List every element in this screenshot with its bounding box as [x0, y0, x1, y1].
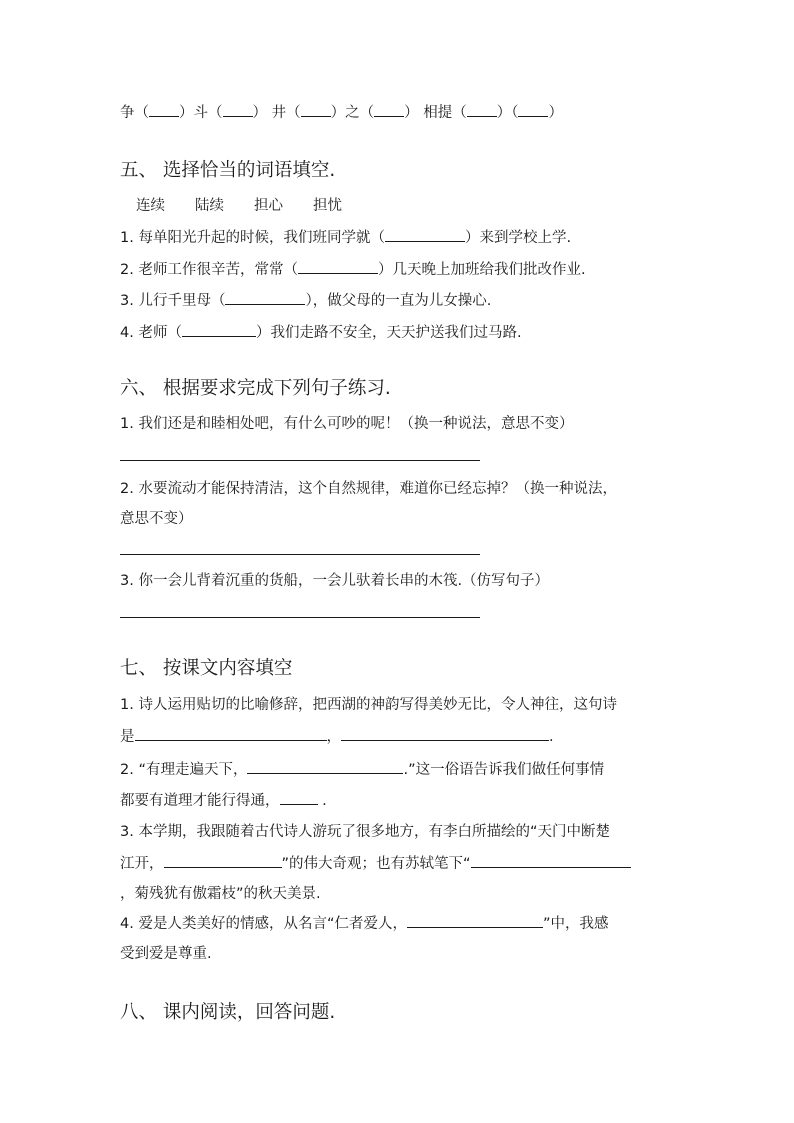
s6-question-3: 3. 你一会儿背着沉重的货船，一会儿驮着长串的木筏.（仿写句子）: [120, 573, 550, 589]
s7-question-3-line-1: 3. 本学期，我跟随着古代诗人游玩了很多地方，有李白所描绘的“天门中断楚: [120, 824, 610, 840]
answer-blank[interactable]: [301, 102, 331, 117]
word-option: 连续: [136, 198, 165, 214]
answer-blank[interactable]: [385, 227, 465, 242]
answer-blank[interactable]: [374, 102, 404, 117]
idiom-text: ）（: [496, 105, 519, 121]
s5-question-1: 1. 每单阳光升起的时候，我们班同学就（ ）来到学校上学.: [120, 227, 680, 248]
s7-question-3-line-3: ，菊残犹有傲霜枝”的秋天美景.: [120, 886, 321, 902]
s5-question-4: 4. 老师（ ）我们走路不安全，天天护送我们过马路.: [120, 322, 680, 343]
answer-blank[interactable]: [467, 102, 497, 117]
s7-question-2-line-2: 都要有道理才能行得通， .: [120, 790, 680, 811]
s6-question-2-line-2: 意思不变）: [120, 511, 193, 527]
answer-blank[interactable]: [223, 102, 253, 117]
answer-blank[interactable]: [518, 102, 548, 117]
s7-question-1-line-1: 1. 诗人运用贴切的比喻修辞，把西湖的神韵写得美妙无比，令人神往，这句诗: [120, 697, 617, 713]
answer-blank[interactable]: [471, 853, 631, 868]
answer-blank[interactable]: [164, 853, 282, 868]
s6-question-2-line-1: 2. 水要流动才能保持清洁，这个自然规律，难道你已经忘掉？（换一种说法，: [120, 481, 617, 497]
section-8-title: 八、 课内阅读，回答问题.: [120, 1002, 336, 1023]
idiom-text: 争（: [120, 105, 149, 121]
answer-blank[interactable]: [225, 290, 305, 305]
answer-line[interactable]: [120, 554, 480, 555]
answer-blank[interactable]: [149, 102, 179, 117]
s5-question-3: 3. 儿行千里母（ ），做父母的一直为儿女操心.: [120, 290, 680, 311]
s5-question-2: 2. 老师工作很辛苦，常常（ ）几天晚上加班给我们批改作业.: [120, 259, 680, 280]
s6-question-1: 1. 我们还是和睦相处吧，有什么可吵的呢！（换一种说法，意思不变）: [120, 416, 574, 432]
section-7-title: 七、 按课文内容填空: [120, 658, 293, 679]
idiom-text: ） 井（: [252, 105, 301, 121]
answer-blank[interactable]: [182, 322, 256, 337]
idiom-fill-row: [120, 102, 680, 123]
s7-question-2-line-1: 2. “有理走遍天下， .”这一俗语告诉我们做任何事情: [120, 759, 680, 780]
word-option: 担忧: [313, 198, 342, 214]
answer-blank[interactable]: [298, 259, 378, 274]
answer-blank[interactable]: [407, 913, 543, 928]
idiom-text: ） 相提（: [404, 105, 467, 121]
word-option: 陆续: [195, 198, 224, 214]
idiom-text: ）之（: [330, 105, 375, 121]
idiom-text: ）斗（: [179, 105, 223, 121]
answer-blank[interactable]: [341, 726, 549, 741]
answer-blank[interactable]: [280, 790, 318, 805]
s7-question-3-line-2: 江开， ”的伟大奇观；也有苏轼笔下“: [120, 853, 680, 874]
answer-blank[interactable]: [247, 759, 403, 774]
answer-blank[interactable]: [135, 726, 327, 741]
section-6-title: 六、 根据要求完成下列句子练习.: [120, 378, 391, 399]
idiom-text: ）: [548, 105, 563, 121]
s7-question-4-line-1: 4. 爱是人类美好的情感，从名言“仁者爱人， ”中，我感: [120, 913, 680, 934]
answer-line[interactable]: [120, 617, 480, 618]
word-bank: [136, 196, 696, 216]
s7-question-4-line-2: 受到爱是尊重.: [120, 946, 212, 962]
s7-question-1-line-2: 是 ， .: [120, 726, 680, 747]
word-option: 担心: [254, 198, 283, 214]
answer-line[interactable]: [120, 460, 480, 461]
section-5-title: 五、 选择恰当的词语填空.: [120, 160, 336, 181]
